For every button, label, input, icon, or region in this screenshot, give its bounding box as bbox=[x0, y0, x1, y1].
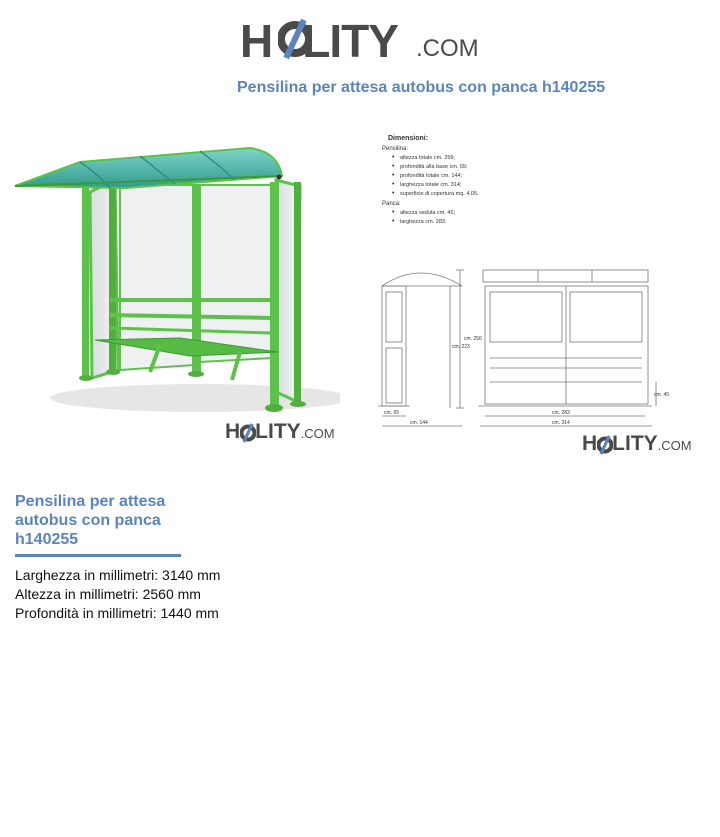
list-item: • larghezza cm. 283. bbox=[392, 219, 680, 225]
logo-text: H LITY bbox=[240, 15, 398, 67]
product-heading: Pensilina per attesa autobus con panca h140255 bbox=[15, 493, 166, 548]
bench-label: Panca: bbox=[382, 201, 401, 207]
dim-label-total-width: cm. 314 bbox=[552, 420, 570, 426]
logo-o-icon bbox=[278, 16, 312, 62]
shelter-label: Pensilina: bbox=[382, 146, 409, 152]
dim-label-bench-width: cm. 283 bbox=[552, 410, 570, 416]
dimensions-sheet bbox=[380, 135, 680, 228]
page-title: Pensilina per attesa autobus con panca h140255 bbox=[237, 79, 606, 96]
spec-height: Altezza in millimetri: 2560 mm bbox=[15, 586, 201, 602]
dim-label-seat-height: cm. 45 bbox=[654, 392, 670, 398]
dim-label-height-total: cm. 256 bbox=[464, 336, 482, 342]
dimensions-title: Dimensioni: bbox=[388, 135, 429, 142]
list-item: • altezza seduta cm. 45; bbox=[392, 210, 680, 216]
list-item: • superficie di copertura mq. 4,05. bbox=[392, 191, 680, 197]
technical-drawing[interactable] bbox=[370, 258, 680, 433]
list-item: • profondità totale cm. 144; bbox=[392, 173, 680, 179]
spec-depth: Profondità in millimetri: 1440 mm bbox=[15, 605, 219, 621]
bench-dimensions-list bbox=[380, 210, 680, 225]
spec-width: Larghezza in millimetri: 3140 mm bbox=[15, 567, 221, 583]
product-specs bbox=[15, 566, 220, 623]
drawing-watermark-logo: H LITY.COM bbox=[582, 432, 692, 455]
brand-logo[interactable] bbox=[240, 10, 480, 70]
list-item: • larghezza totale cm. 314; bbox=[392, 182, 680, 188]
list-item: • profondità alla base cm. 65; bbox=[392, 164, 680, 170]
dim-label-height-inner: cm. 223 bbox=[452, 344, 470, 350]
product-image[interactable] bbox=[10, 140, 340, 420]
shelter-dimensions-list bbox=[380, 155, 680, 197]
product-image-watermark-logo: H LITY.COM bbox=[225, 420, 335, 443]
dim-label-total-depth: cm. 144 bbox=[410, 420, 428, 426]
heading-divider bbox=[15, 554, 181, 557]
logo-o-icon bbox=[240, 422, 256, 444]
logo-tld: .COM bbox=[416, 35, 479, 62]
logo-o-icon bbox=[597, 434, 613, 456]
dim-label-base-depth: cm. 65 bbox=[384, 410, 400, 416]
list-item: • altezza totale cm. 256; bbox=[392, 155, 680, 161]
